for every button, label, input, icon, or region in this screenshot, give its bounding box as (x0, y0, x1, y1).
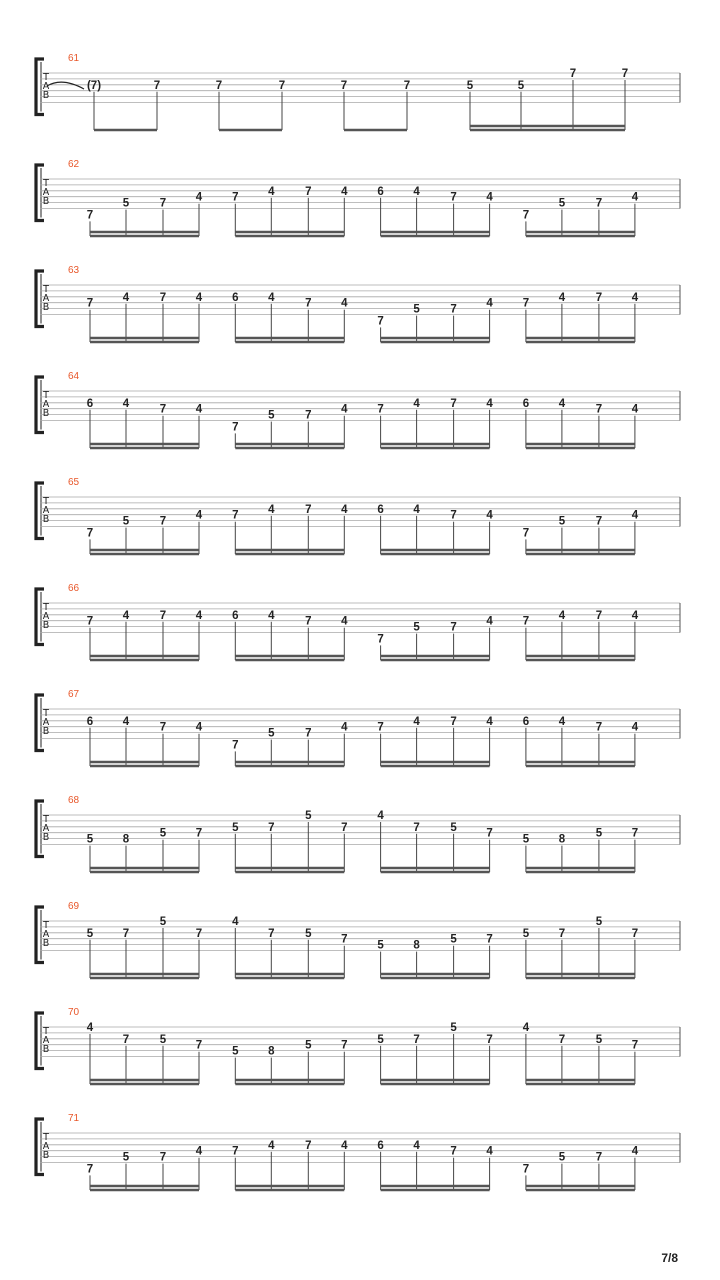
fret-number: 7 (403, 79, 411, 92)
fret-number: 4 (558, 715, 566, 728)
fret-number: 5 (558, 515, 566, 528)
tab-clef-letter: B (42, 514, 50, 525)
fret-number: 6 (86, 397, 94, 410)
fret-number: 7 (450, 303, 457, 316)
fret-number: 4 (268, 291, 275, 304)
tab-clef-letter: T (43, 708, 49, 719)
fret-number: 7 (631, 927, 639, 940)
fret-number: 4 (195, 1145, 203, 1158)
fret-number: 7 (232, 1145, 239, 1158)
fret-number: 7 (305, 615, 312, 628)
fret-number: 7 (122, 1033, 130, 1046)
fret-number: 5 (305, 927, 312, 940)
fret-number: 4 (268, 185, 275, 198)
fret-number: 6 (377, 185, 384, 198)
tab-clef-letter: B (42, 196, 50, 207)
fret-number: 7 (522, 527, 530, 540)
fret-number: 7 (159, 609, 167, 622)
fret-number: 5 (595, 1033, 603, 1046)
fret-number: 6 (86, 715, 94, 728)
fret-number: 7 (278, 79, 286, 92)
fret-number: 4 (558, 291, 566, 304)
fret-number: 4 (631, 721, 639, 734)
fret-number: 4 (413, 397, 420, 410)
fret-number: 7 (450, 509, 457, 522)
measure-number: 64 (68, 371, 80, 382)
fret-number: 7 (86, 1163, 94, 1176)
measure-number: 65 (68, 477, 80, 488)
fret-number: 7 (341, 1039, 348, 1052)
measure-number: 68 (68, 795, 80, 806)
fret-number: 7 (305, 1139, 312, 1152)
fret-number: 7 (122, 927, 130, 940)
fret-number: 7 (486, 827, 493, 840)
fret-number: 4 (413, 503, 420, 516)
fret-number: 4 (341, 615, 348, 628)
fret-number: 7 (215, 79, 223, 92)
fret-number: 7 (195, 927, 203, 940)
fret-number: 7 (558, 927, 566, 940)
fret-number: 4 (486, 297, 493, 310)
fret-number: (7) (86, 79, 102, 92)
tab-clef-letter: B (42, 832, 50, 843)
fret-number: 4 (486, 191, 493, 204)
fret-number: 7 (159, 291, 167, 304)
tab-clef-letter: B (42, 1150, 50, 1161)
tab-clef-letter: A (42, 1035, 50, 1046)
fret-number: 5 (159, 916, 167, 928)
fret-number: 4 (195, 291, 203, 304)
fret-number: 7 (595, 403, 603, 416)
fret-number: 7 (522, 1163, 530, 1176)
fret-number: 4 (631, 509, 639, 522)
fret-number: 7 (522, 297, 530, 310)
fret-number: 7 (450, 621, 457, 634)
fret-number: 4 (122, 397, 130, 410)
fret-number: 4 (195, 609, 203, 622)
tab-clef-letter: A (42, 1141, 50, 1152)
fret-number: 4 (377, 810, 384, 822)
fret-number: 7 (486, 933, 493, 946)
fret-number: 7 (595, 721, 603, 734)
fret-number: 6 (377, 503, 384, 516)
fret-number: 4 (268, 503, 275, 516)
fret-number: 5 (595, 916, 603, 928)
fret-number: 5 (268, 409, 275, 422)
fret-number: 5 (413, 303, 420, 316)
fret-number: 7 (595, 1151, 603, 1164)
fret-number: 7 (305, 185, 312, 198)
page-number: 7/8 (661, 1251, 678, 1265)
tab-clef-letter: A (42, 187, 50, 198)
fret-number: 5 (305, 1039, 312, 1052)
fret-number: 7 (305, 727, 312, 740)
fret-number: 7 (159, 515, 167, 528)
tab-clef-letter: T (43, 1026, 49, 1037)
fret-number: 7 (377, 721, 384, 734)
fret-number: 6 (232, 609, 239, 622)
fret-number: 5 (413, 621, 420, 634)
tab-clef-letter: T (43, 72, 49, 83)
fret-number: 5 (159, 1033, 167, 1046)
tab-clef-letter: A (42, 611, 50, 622)
fret-number: 4 (341, 297, 348, 310)
fret-number: 7 (413, 821, 420, 834)
fret-number: 7 (268, 821, 275, 834)
fret-number: 4 (341, 721, 348, 734)
measure-number: 69 (68, 901, 80, 912)
fret-number: 7 (377, 315, 384, 328)
fret-number: 7 (522, 209, 530, 222)
fret-number: 4 (122, 291, 130, 304)
fret-number: 4 (341, 503, 348, 516)
measure-number: 70 (68, 1007, 80, 1018)
tie-arc (47, 82, 84, 89)
fret-number: 4 (341, 185, 348, 198)
fret-number: 7 (377, 403, 384, 416)
fret-number: 5 (159, 827, 167, 840)
tab-clef-letter: T (43, 814, 49, 825)
fret-number: 4 (631, 291, 639, 304)
fret-number: 8 (558, 833, 566, 846)
fret-number: 7 (195, 827, 203, 840)
fret-number: 7 (305, 503, 312, 516)
fret-number: 4 (558, 397, 566, 410)
fret-number: 4 (486, 1145, 493, 1158)
fret-number: 4 (195, 191, 203, 204)
fret-number: 7 (621, 68, 629, 80)
fret-number: 4 (268, 609, 275, 622)
tab-clef-letter: B (42, 302, 50, 313)
fret-number: 5 (305, 810, 312, 822)
tab-clef-letter: T (43, 390, 49, 401)
measure-number: 66 (68, 583, 80, 594)
tab-clef-letter: T (43, 496, 49, 507)
fret-number: 7 (86, 209, 94, 222)
fret-number: 4 (486, 509, 493, 522)
fret-number: 5 (466, 79, 474, 92)
fret-number: 5 (122, 1151, 130, 1164)
tab-clef-letter: B (42, 1044, 50, 1055)
fret-number: 8 (268, 1045, 275, 1058)
fret-number: 4 (413, 1139, 420, 1152)
fret-number: 4 (122, 609, 130, 622)
tab-clef-letter: A (42, 505, 50, 516)
fret-number: 7 (558, 1033, 566, 1046)
fret-number: 5 (86, 927, 94, 940)
tab-clef-letter: T (43, 178, 49, 189)
tab-clef-letter: B (42, 620, 50, 631)
fret-number: 4 (232, 916, 239, 928)
fret-number: 5 (232, 821, 239, 834)
fret-number: 7 (595, 291, 603, 304)
fret-number: 7 (413, 1033, 420, 1046)
fret-number: 4 (195, 403, 203, 416)
fret-number: 4 (341, 403, 348, 416)
fret-number: 7 (522, 615, 530, 628)
tab-clef-letter: B (42, 726, 50, 737)
fret-number: 7 (450, 715, 457, 728)
tab-clef-letter: B (42, 938, 50, 949)
fret-number: 4 (341, 1139, 348, 1152)
fret-number: 8 (413, 939, 420, 952)
fret-number: 5 (558, 197, 566, 210)
fret-number: 7 (232, 191, 239, 204)
fret-number: 5 (122, 197, 130, 210)
fret-number: 7 (232, 739, 239, 752)
fret-number: 7 (268, 927, 275, 940)
fret-number: 7 (305, 409, 312, 422)
fret-number: 7 (340, 79, 348, 92)
fret-number: 4 (413, 185, 420, 198)
fret-number: 7 (341, 933, 348, 946)
fret-number: 5 (522, 833, 530, 846)
fret-number: 5 (558, 1151, 566, 1164)
fret-number: 7 (195, 1039, 203, 1052)
fret-number: 4 (268, 1139, 275, 1152)
fret-number: 4 (413, 715, 420, 728)
fret-number: 7 (232, 509, 239, 522)
fret-number: 7 (450, 1145, 457, 1158)
tab-clef-letter: T (43, 284, 49, 295)
fret-number: 7 (631, 827, 639, 840)
fret-number: 7 (159, 721, 167, 734)
tab-clef-letter: B (42, 90, 50, 101)
fret-number: 7 (86, 615, 94, 628)
tab-clef-letter: B (42, 408, 50, 419)
fret-number: 4 (486, 715, 493, 728)
fret-number: 5 (268, 727, 275, 740)
tab-clef-letter: A (42, 399, 50, 410)
fret-number: 5 (377, 1033, 384, 1046)
fret-number: 7 (595, 197, 603, 210)
fret-number: 4 (486, 615, 493, 628)
fret-number: 8 (122, 833, 130, 846)
fret-number: 7 (450, 191, 457, 204)
fret-number: 4 (522, 1022, 530, 1034)
tab-clef-letter: A (42, 823, 50, 834)
fret-number: 7 (159, 197, 167, 210)
fret-number: 5 (232, 1045, 239, 1058)
fret-number: 5 (522, 927, 530, 940)
fret-number: 7 (450, 397, 457, 410)
fret-number: 5 (450, 1022, 457, 1034)
fret-number: 5 (122, 515, 130, 528)
fret-number: 7 (486, 1033, 493, 1046)
fret-number: 6 (377, 1139, 384, 1152)
fret-number: 4 (86, 1022, 94, 1034)
tab-clef-letter: A (42, 293, 50, 304)
fret-number: 7 (153, 79, 161, 92)
fret-number: 6 (522, 715, 530, 728)
tab-clef-letter: T (43, 920, 49, 931)
fret-number: 5 (595, 827, 603, 840)
fret-number: 6 (232, 291, 239, 304)
fret-number: 7 (569, 68, 577, 80)
fret-number: 7 (86, 527, 94, 540)
measure-number: 71 (68, 1113, 80, 1124)
fret-number: 4 (122, 715, 130, 728)
fret-number: 4 (558, 609, 566, 622)
tab-clef-letter: A (42, 717, 50, 728)
fret-number: 4 (486, 397, 493, 410)
fret-number: 4 (195, 721, 203, 734)
tab-clef-letter: T (43, 602, 49, 613)
tab-clef-letter: A (42, 81, 50, 92)
fret-number: 7 (595, 609, 603, 622)
fret-number: 7 (232, 421, 239, 434)
measure-number: 67 (68, 689, 80, 700)
fret-number: 7 (341, 821, 348, 834)
fret-number: 4 (631, 1145, 639, 1158)
fret-number: 6 (522, 397, 530, 410)
fret-number: 7 (159, 1151, 167, 1164)
fret-number: 5 (450, 933, 457, 946)
measure-number: 63 (68, 265, 80, 276)
fret-number: 7 (159, 403, 167, 416)
fret-number: 7 (595, 515, 603, 528)
measure-number: 61 (68, 53, 80, 64)
fret-number: 7 (377, 633, 384, 646)
fret-number: 5 (86, 833, 94, 846)
fret-number: 7 (86, 297, 94, 310)
fret-number: 5 (517, 79, 525, 92)
tab-clef-letter: T (43, 1132, 49, 1143)
fret-number: 7 (305, 297, 312, 310)
fret-number: 4 (631, 403, 639, 416)
fret-number: 4 (195, 509, 203, 522)
fret-number: 4 (631, 191, 639, 204)
measure-number: 62 (68, 159, 80, 170)
fret-number: 5 (450, 821, 457, 834)
tab-clef-letter: A (42, 929, 50, 940)
fret-number: 7 (631, 1039, 639, 1052)
fret-number: 5 (377, 939, 384, 952)
fret-number: 4 (631, 609, 639, 622)
